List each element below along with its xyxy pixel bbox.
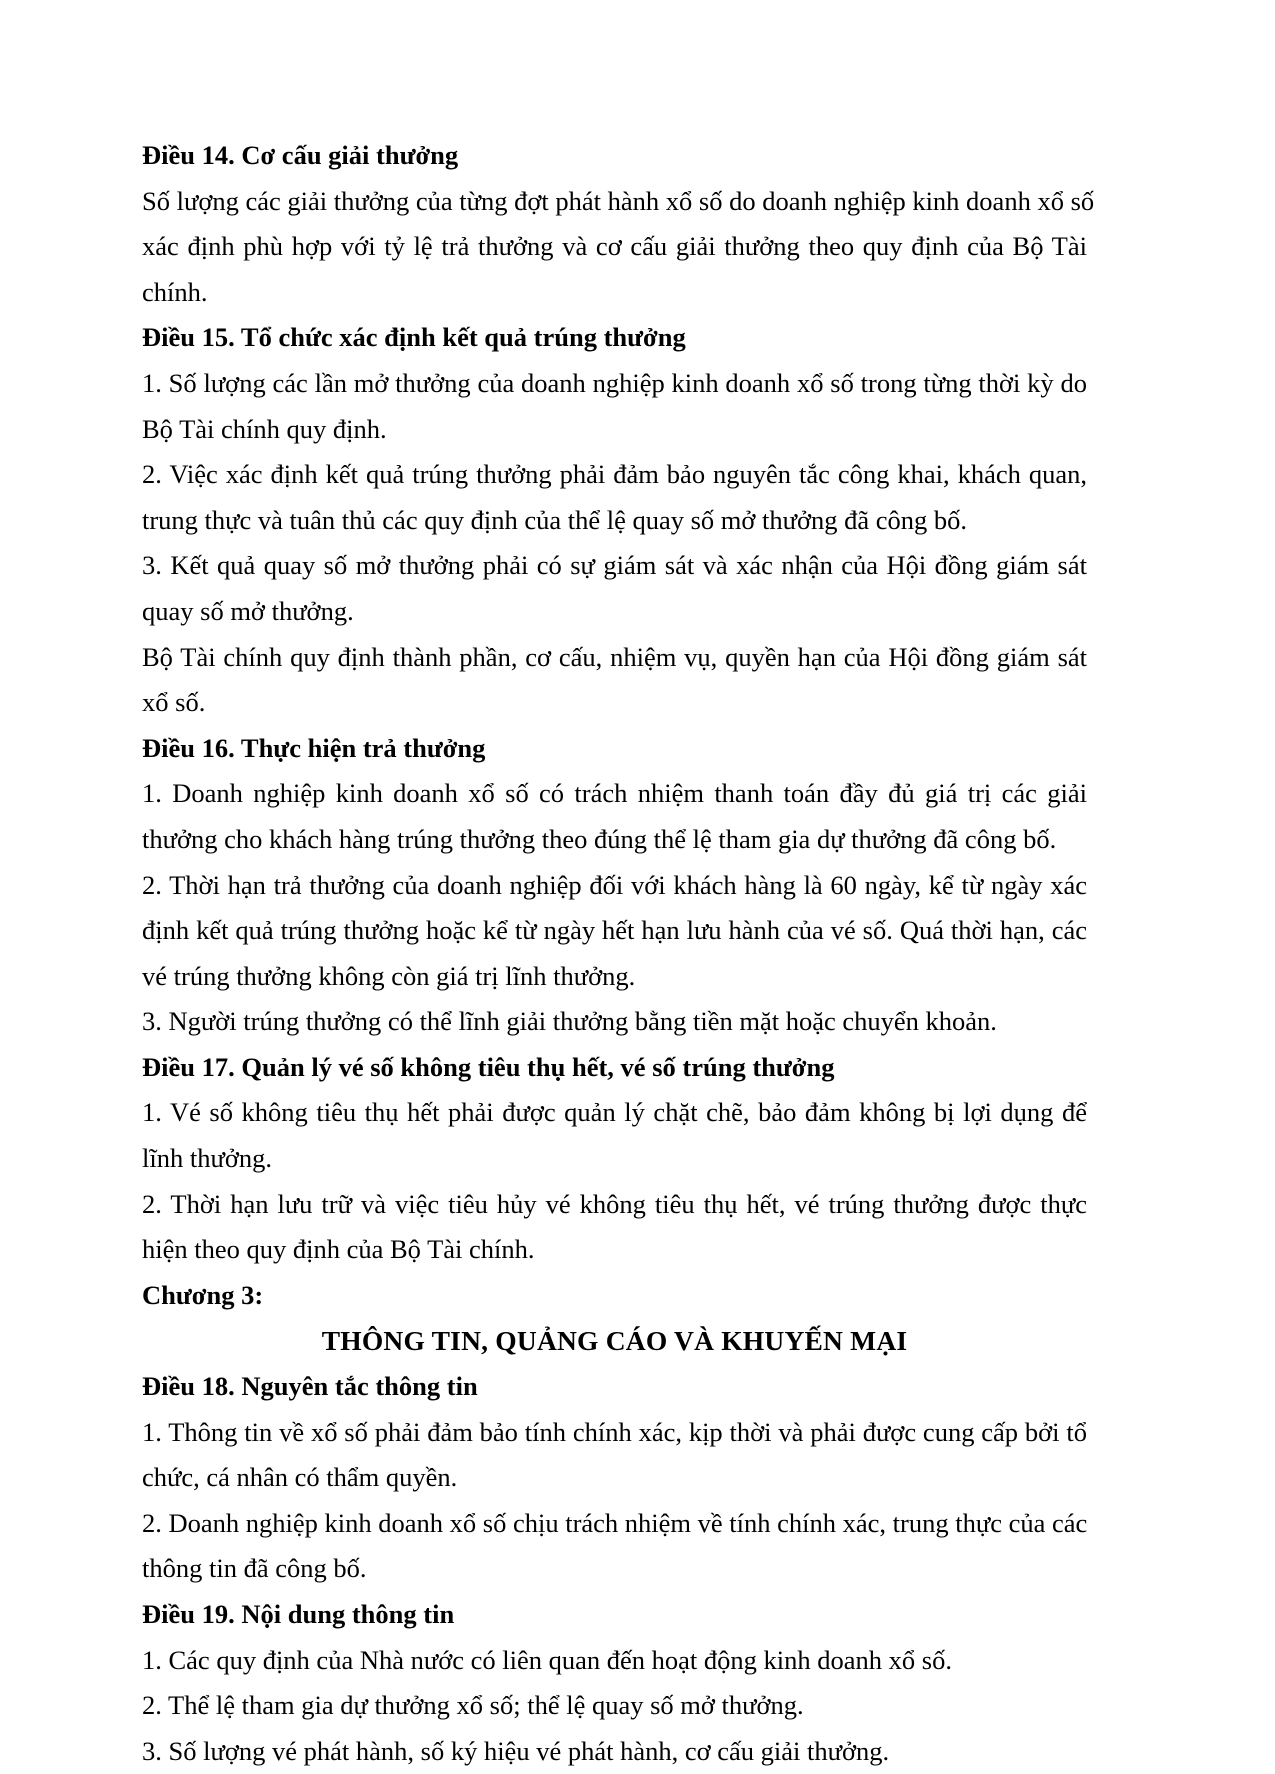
paragraph: [142, 1182, 1087, 1273]
article-heading: Điều 18. Nguyên tắc thông tin: [142, 1371, 478, 1402]
paragraph-line: 1. Doanh nghiệp kinh doanh xổ số có trách nhiệm thanh toán đầy đủ giá trị các giải: [142, 778, 1087, 809]
paragraph-line: 2. Thời hạn lưu trữ và việc tiêu hủy vé không tiêu thụ hết, vé trúng thưởng được thực: [142, 1188, 1087, 1219]
paragraph: [142, 452, 1087, 543]
article-heading: Điều 15. Tổ chức xác định kết quả trúng thưởng: [142, 322, 686, 353]
paragraph-line: lĩnh thưởng.: [142, 1143, 272, 1174]
paragraph-line: chức, cá nhân có thẩm quyền.: [142, 1462, 458, 1493]
chapter-label: Chương 3:: [142, 1279, 264, 1310]
paragraph-line: thưởng cho khách hàng trúng thưởng theo đúng thể lệ tham gia dự thưởng đã công bố.: [142, 823, 1057, 854]
paragraph-line: 2. Việc xác định kết quả trúng thưởng phải đảm bảo nguyên tắc công khai, khách quan,: [142, 459, 1087, 490]
paragraph-line: 2. Doanh nghiệp kinh doanh xổ số chịu trách nhiệm về tính chính xác, trung thực của các: [142, 1507, 1088, 1538]
paragraph-line: chính.: [142, 276, 208, 307]
paragraph: [142, 179, 1095, 316]
article-heading: Điều 16. Thực hiện trả thưởng: [142, 732, 486, 763]
paragraph-line: thông tin đã công bố.: [142, 1553, 367, 1584]
paragraph-line: xác định phù hợp với tỷ lệ trả thưởng và cơ cấu giải thưởng theo quy định của Bộ Tài: [142, 231, 1087, 262]
paragraph: [142, 361, 1087, 452]
paragraph: [142, 999, 1087, 1045]
paragraph: [142, 1501, 1087, 1592]
paragraph: [142, 1729, 1087, 1774]
paragraph: [142, 771, 1087, 862]
document-body: [142, 133, 1095, 1774]
article-heading: Điều 17. Quản lý vé số không tiêu thụ hết, vé số trúng thưởng: [142, 1051, 835, 1082]
paragraph-line: 1. Vé số không tiêu thụ hết phải được quản lý chặt chẽ, bảo đảm không bị lợi dụng để: [142, 1097, 1087, 1128]
paragraph-line: 2. Thời hạn trả thưởng của doanh nghiệp đối với khách hàng là 60 ngày, kể từ ngày xác: [142, 869, 1087, 900]
paragraph-line: 3. Người trúng thưởng có thể lĩnh giải thưởng bằng tiền mặt hoặc chuyển khoản.: [142, 1006, 997, 1037]
paragraph-line: 3. Kết quả quay số mở thưởng phải có sự giám sát và xác nhận của Hội đồng giám sát: [142, 550, 1087, 581]
paragraph-line: xổ số.: [142, 687, 206, 718]
paragraph: [142, 635, 1087, 726]
paragraph-line: Số lượng các giải thưởng của từng đợt phát hành xổ số do doanh nghiệp kinh doanh xổ số: [142, 185, 1095, 216]
paragraph: [142, 1090, 1087, 1181]
paragraph: [142, 863, 1087, 1000]
paragraph: [142, 543, 1087, 634]
paragraph-line: định kết quả trúng thưởng hoặc kể từ ngày hết hạn lưu hành của vé số. Quá thời hạn, các: [142, 915, 1087, 946]
paragraph-line: 1. Các quy định của Nhà nước có liên quan đến hoạt động kinh doanh xổ số.: [142, 1644, 952, 1675]
article-heading: Điều 14. Cơ cấu giải thưởng: [142, 140, 459, 170]
paragraph-line: trung thực và tuân thủ các quy định của thể lệ quay số mở thưởng đã công bố.: [142, 504, 968, 535]
chapter-title: THÔNG TIN, QUẢNG CÁO VÀ KHUYẾN MẠI: [321, 1325, 908, 1357]
paragraph-line: quay số mở thưởng.: [142, 595, 354, 626]
paragraph-line: 1. Thông tin về xổ số phải đảm bảo tính chính xác, kịp thời và phải được cung cấp bởi tổ: [142, 1416, 1087, 1447]
paragraph-line: 3. Số lượng vé phát hành, số ký hiệu vé phát hành, cơ cấu giải thưởng.: [142, 1735, 890, 1766]
paragraph: [142, 1683, 1087, 1729]
paragraph-line: hiện theo quy định của Bộ Tài chính.: [142, 1234, 535, 1265]
paragraph-line: Bộ Tài chính quy định thành phần, cơ cấu, nhiệm vụ, quyền hạn của Hội đồng giám sát: [142, 641, 1087, 672]
paragraph-line: Bộ Tài chính quy định.: [142, 413, 387, 444]
paragraph: [142, 1638, 1087, 1684]
paragraph-line: vé trúng thưởng không còn giá trị lĩnh thưởng.: [142, 960, 636, 991]
paragraph-line: 2. Thể lệ tham gia dự thưởng xổ số; thể lệ quay số mở thưởng.: [142, 1690, 804, 1721]
article-heading: Điều 19. Nội dung thông tin: [142, 1599, 455, 1629]
paragraph: [142, 1410, 1087, 1501]
paragraph-line: 1. Số lượng các lần mở thưởng của doanh nghiệp kinh doanh xổ số trong từng thời kỳ do: [142, 367, 1087, 398]
